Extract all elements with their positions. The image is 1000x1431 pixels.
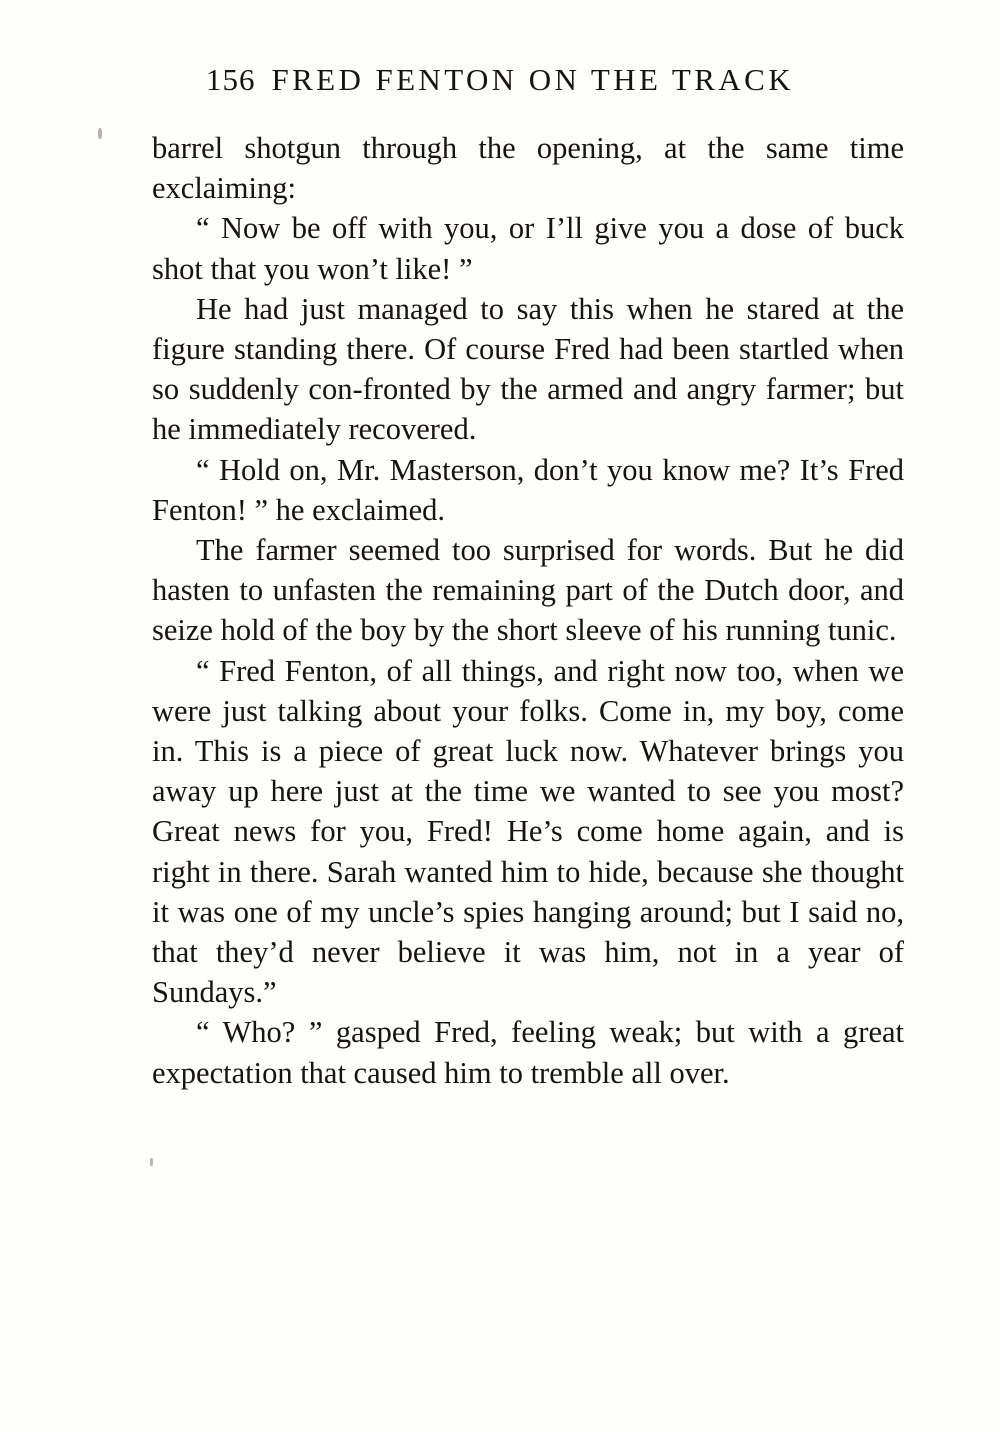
- paragraph: The farmer seemed too surprised for words. But he did hasten to unfasten the remaining part of the Dutch door, and seize hold of the boy by the short sleeve of his running tunic.: [152, 533, 904, 648]
- paragraph: “ Now be off with you, or I’ll give you a dose of buck shot that you won’t like! ”: [152, 211, 904, 286]
- page-body: [152, 128, 904, 1093]
- paragraph: “ Fred Fenton, of all things, and right now too, when we were just talking about your folks. Come in, my boy, come in. This is a piece of great luck now. Whatever brings you away up here just at the time we wanted to see you most? Great news for you, Fred! He’s come home again, and is right in there. Sarah wanted him to hide, because she thought it was one of my uncle’s spies hanging around; but I said no, that they’d never believe it was him, not in a year of Sundays.”: [152, 653, 904, 1010]
- running-head: [0, 62, 1000, 98]
- paragraph: “ Who? ” gasped Fred, feeling weak; but with a great expectation that caused him to tremble all over.: [152, 1015, 904, 1090]
- page-number: 156: [205, 62, 256, 97]
- paragraph: He had just managed to say this when he stared at the figure standing there. Of course Fred had been startled when so suddenly con-fronted by the armed and angry farmer; but he immediately recovered.: [152, 291, 904, 447]
- paragraph: barrel shotgun through the opening, at the same time exclaiming:: [152, 131, 904, 206]
- running-title: FRED FENTON ON THE TRACK: [271, 62, 795, 97]
- paragraph: “ Hold on, Mr. Masterson, don’t you know me? It’s Fred Fenton! ” he exclaimed.: [152, 452, 904, 527]
- paper-speck: [98, 128, 102, 139]
- paper-speck: [150, 1158, 153, 1166]
